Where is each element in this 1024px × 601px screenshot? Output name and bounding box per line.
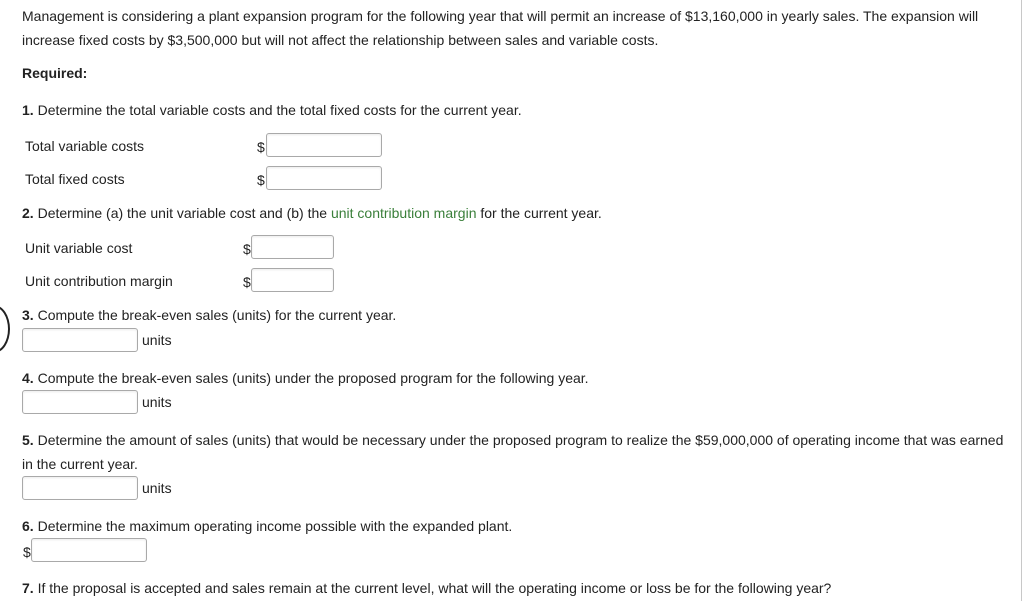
unit-contribution-margin-input[interactable] [251, 268, 334, 292]
total-variable-costs-input[interactable] [266, 133, 382, 157]
unit-variable-cost-input[interactable] [251, 235, 334, 259]
required-sales-units-input[interactable] [22, 476, 138, 500]
dollar-sign: $ [23, 544, 31, 560]
question-4-number: 4. [22, 370, 34, 386]
max-operating-income-input[interactable] [31, 538, 147, 562]
unit-variable-cost-label: Unit variable cost [25, 240, 133, 256]
required-heading: Required: [22, 65, 88, 81]
question-4-text: Compute the break-even sales (units) under the proposed program for the following year. [37, 370, 589, 386]
question-1-number: 1. [22, 102, 34, 118]
question-2-text-before: Determine (a) the unit variable cost and (b) the [37, 205, 331, 221]
total-fixed-costs-input[interactable] [266, 166, 382, 190]
break-even-units-proposed-input[interactable] [22, 390, 138, 414]
intro-text: Management is considering a plant expansion program for the following year that will permit an increase of $13,160,000 in yearly sales. The expansion will increase fixed costs by $3,500,000 but will not affect the relationship between sales and variable costs. [22, 8, 979, 48]
question-7 [22, 576, 831, 600]
dollar-sign: $ [257, 139, 265, 155]
question-3 [22, 303, 396, 327]
question-5-number: 5. [22, 432, 34, 448]
dollar-sign: $ [257, 172, 265, 188]
question-2 [22, 201, 602, 225]
question-1-text: Determine the total variable costs and the total fixed costs for the current year. [37, 102, 522, 118]
scroll-edge [1021, 0, 1022, 601]
unit-contribution-margin-label: Unit contribution margin [25, 273, 173, 289]
edge-arc-decoration [0, 305, 10, 353]
question-6-text: Determine the maximum operating income possible with the expanded plant. [37, 518, 513, 534]
break-even-units-current-input[interactable] [22, 328, 138, 352]
question-7-text: If the proposal is accepted and sales remain at the current level, what will the operating income or loss be for the following year? [37, 580, 832, 596]
question-2-text-after: for the current year. [476, 205, 602, 221]
total-fixed-costs-label: Total fixed costs [25, 171, 125, 187]
total-variable-costs-label: Total variable costs [25, 138, 145, 154]
question-2-number: 2. [22, 205, 34, 221]
question-5 [22, 428, 1017, 476]
unit-contribution-margin-link[interactable]: unit contribution margin [330, 205, 477, 221]
question-5-text: Determine the amount of sales (units) that would be necessary under the proposed program to realize the $59,000,000 of operating income that was earned in the current year. [22, 432, 1004, 472]
question-7-number: 7. [22, 580, 34, 596]
question-3-text: Compute the break-even sales (units) for the current year. [37, 307, 397, 323]
question-6-number: 6. [22, 518, 34, 534]
dollar-sign: $ [243, 241, 251, 257]
units-label: units [142, 394, 172, 410]
units-label: units [142, 480, 172, 496]
question-4 [22, 366, 589, 390]
units-label: units [142, 332, 172, 348]
question-3-number: 3. [22, 307, 34, 323]
question-1 [22, 98, 522, 122]
question-6 [22, 514, 512, 538]
dollar-sign: $ [243, 274, 251, 290]
